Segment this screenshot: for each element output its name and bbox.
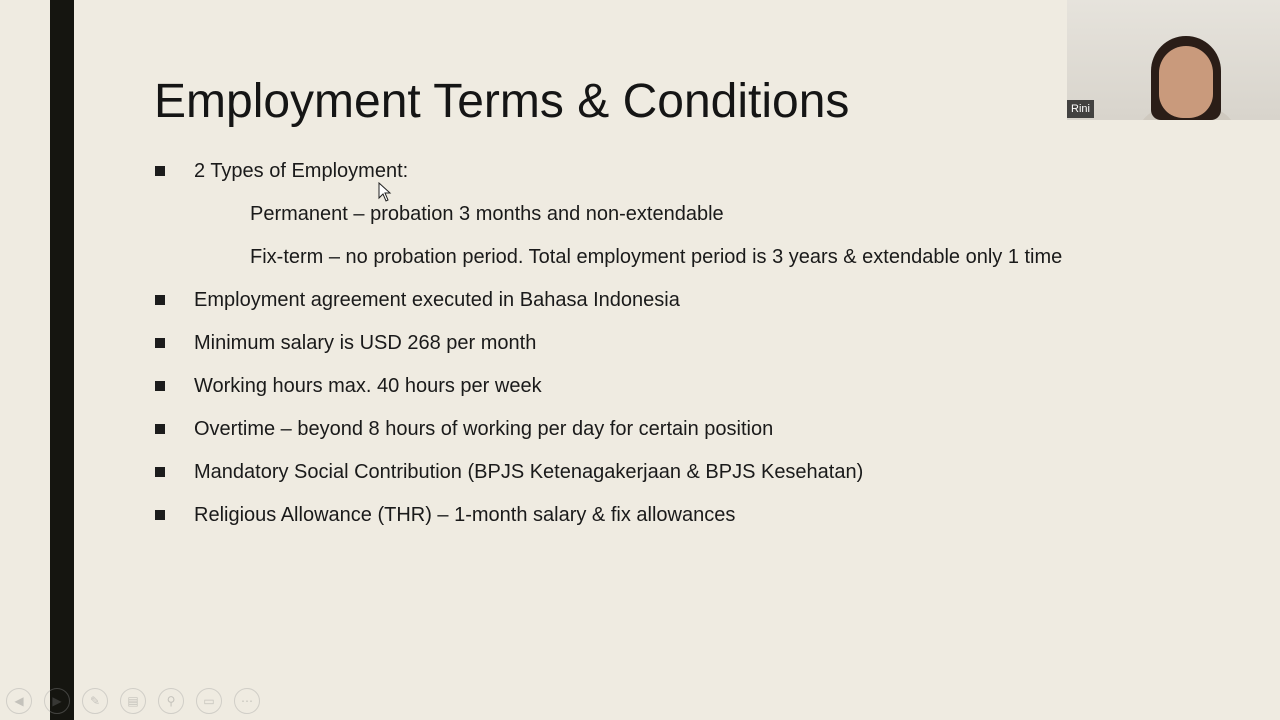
bullet-marker: [155, 467, 165, 477]
bullet-text: Working hours max. 40 hours per week: [194, 374, 542, 397]
bullet-item: [155, 500, 735, 530]
play-icon[interactable]: ▶: [44, 688, 70, 714]
prev-icon[interactable]: ◀: [6, 688, 32, 714]
slides-icon[interactable]: ▤: [120, 688, 146, 714]
slide-left-accent-bar: [50, 0, 74, 720]
bullet-text: 2 Types of Employment:: [194, 159, 409, 182]
sub-item: [250, 199, 724, 229]
bullet-marker: [155, 166, 165, 176]
bullet-text: Minimum salary is USD 268 per month: [194, 331, 537, 354]
more-icon[interactable]: ⋯: [234, 688, 260, 714]
sub-item-text: Permanent – probation 3 months and non-extendable: [250, 202, 724, 225]
zoom-icon[interactable]: ⚲: [158, 688, 184, 714]
mouse-cursor-icon: [378, 182, 392, 202]
bullet-item: [155, 371, 542, 401]
bullet-marker: [155, 424, 165, 434]
bullet-item: [155, 328, 536, 358]
bullet-marker: [155, 510, 165, 520]
pen-icon[interactable]: ✎: [82, 688, 108, 714]
bullet-item: [155, 285, 680, 315]
participant-face: [1159, 46, 1213, 118]
slide-title: Employment Terms & Conditions: [154, 75, 850, 128]
bullet-item: [155, 414, 773, 444]
slideshow-controls: [6, 688, 260, 714]
participant-name-tag: Rini: [1067, 100, 1094, 118]
bullet-text: Mandatory Social Contribution (BPJS Ketenagakerjaan & BPJS Kesehatan): [194, 460, 864, 483]
bullet-marker: [155, 295, 165, 305]
bullet-item: [155, 457, 863, 487]
sub-item: [250, 242, 1062, 272]
bullet-text: Religious Allowance (THR) – 1-month salary & fix allowances: [194, 503, 736, 526]
subtitles-icon[interactable]: ▭: [196, 688, 222, 714]
bullet-marker: [155, 338, 165, 348]
bullet-text: Overtime – beyond 8 hours of working per day for certain position: [194, 417, 774, 440]
bullet-marker: [155, 381, 165, 391]
bullet-text: Employment agreement executed in Bahasa Indonesia: [194, 288, 680, 311]
sub-item-text: Fix-term – no probation period. Total employment period is 3 years & extendable only 1 time: [250, 245, 1063, 268]
bullet-item: [155, 156, 408, 186]
participant-video-tile[interactable]: [1067, 0, 1280, 120]
